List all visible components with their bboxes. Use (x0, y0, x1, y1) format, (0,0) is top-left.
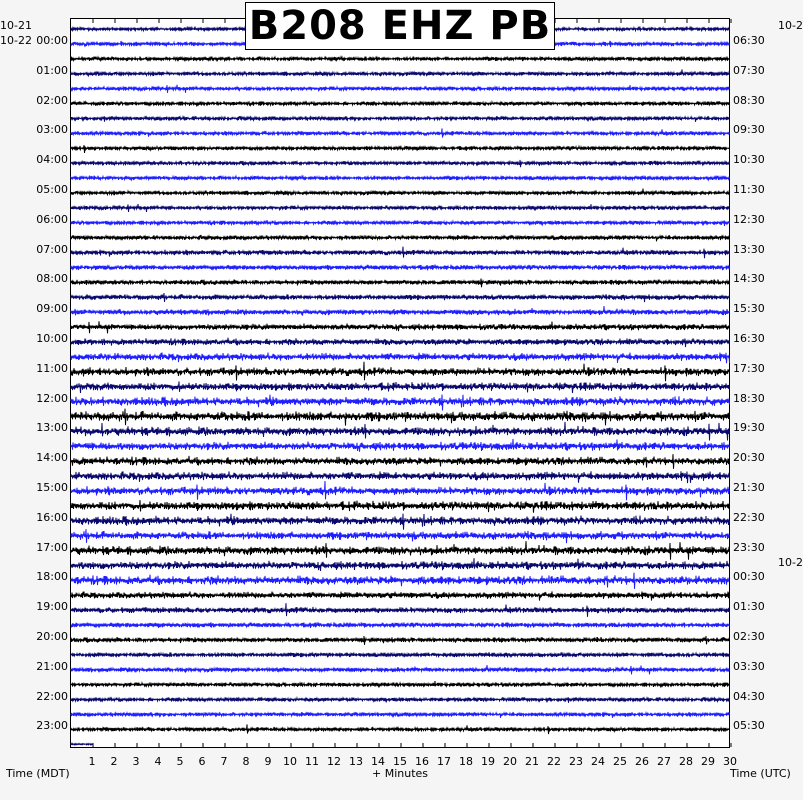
trace-line (71, 558, 730, 571)
trace-line (71, 665, 730, 674)
seismogram-plot (70, 18, 730, 748)
trace-line (71, 220, 730, 226)
left-hour-label: 15:00 (36, 481, 68, 494)
trace-line (71, 247, 730, 259)
trace-line (71, 69, 730, 76)
trace-line (71, 422, 730, 441)
right-hour-label: 14:30 (733, 272, 765, 286)
minute-tick: 26 (635, 755, 649, 768)
left-hour-label: 13:00 (36, 421, 68, 435)
minute-tick: 20 (503, 755, 517, 768)
trace-line (71, 603, 730, 617)
minute-tick: 28 (679, 755, 693, 768)
right-hour-label: 10:30 (733, 153, 765, 167)
left-hour-label: 14:00 (36, 451, 68, 465)
trace-line (71, 743, 94, 745)
left-hour-label: 00:00 (36, 34, 68, 47)
minute-tick: 11 (305, 755, 319, 768)
right-hour-label: 18:30 (733, 391, 765, 405)
right-hour-label: 02:30 (733, 630, 765, 643)
trace-line (71, 128, 730, 137)
trace-line (71, 235, 730, 241)
left-hour-label: 08:00 (36, 272, 68, 286)
left-hour-label: 02:00 (36, 93, 68, 107)
minute-tick: 16 (415, 755, 429, 768)
right-hour-label: 12:30 (733, 212, 765, 226)
minute-tick: 4 (154, 755, 162, 768)
trace-line (71, 176, 730, 181)
trace-line (71, 514, 730, 530)
left-hour-label: 16:00 (36, 510, 68, 524)
right-hour-label: 11:30 (733, 183, 765, 196)
minute-tick: 2 (110, 755, 118, 768)
trace-line (71, 500, 730, 513)
left-hour-label: 19:00 (36, 600, 68, 614)
trace-line (71, 85, 730, 93)
right-hour-label: 13:30 (733, 242, 765, 256)
trace-line (71, 362, 730, 381)
minute-tick: 22 (547, 755, 561, 768)
right-hour-label: 03:30 (733, 659, 765, 673)
left-hour-label: 12:00 (36, 391, 68, 405)
trace-line (71, 622, 730, 628)
trace-line (71, 712, 730, 718)
trace-line (71, 57, 730, 62)
trace-line (71, 116, 730, 122)
trace-line (71, 454, 730, 469)
right-hour-label: 19:30 (733, 421, 765, 435)
left-date-label: 10-22 (0, 34, 32, 47)
right-hour-label: 04:30 (733, 689, 765, 703)
trace-line (71, 409, 730, 426)
trace-line (71, 652, 730, 657)
trace-line (71, 353, 730, 364)
trace-line (71, 724, 730, 734)
trace-line (71, 591, 730, 600)
minute-tick: 5 (176, 755, 184, 768)
minute-tick: 21 (525, 755, 539, 768)
minute-tick: 19 (481, 755, 495, 768)
right-hour-label: 09:30 (733, 123, 765, 137)
right-hour-label: 17:30 (733, 361, 765, 375)
trace-line (71, 529, 730, 543)
right-hour-label: 15:30 (733, 302, 765, 316)
right-hour-label: 23:30 (733, 540, 765, 554)
minute-tick: 14 (371, 755, 385, 768)
left-hour-label: 03:00 (36, 123, 68, 137)
right-hour-label: 16:30 (733, 332, 765, 345)
minute-tick: 27 (657, 755, 671, 768)
minute-tick: 9 (264, 755, 272, 768)
trace-line (71, 279, 730, 288)
trace-line (71, 101, 730, 106)
right-hour-label: 08:30 (733, 93, 765, 107)
left-hour-label: 20:00 (36, 630, 68, 643)
right-hour-label: 20:30 (733, 451, 765, 465)
minute-tick: 30 (723, 755, 737, 768)
trace-line (71, 189, 730, 196)
right-hour-label: 00:30 (733, 570, 765, 584)
trace-line (71, 471, 730, 483)
minute-tick: 6 (198, 755, 206, 768)
minute-tick: 1 (88, 755, 96, 768)
minute-tick: 23 (569, 755, 583, 768)
minute-tick: 12 (327, 755, 341, 768)
minute-tick: 13 (349, 755, 363, 768)
minute-tick: 7 (220, 755, 228, 768)
minute-tick: 29 (701, 755, 715, 768)
right-hour-label: 05:30 (733, 719, 765, 733)
trace-line (71, 636, 730, 645)
left-hour-label: 23:00 (36, 719, 68, 733)
right-axis-name: Time (UTC) (730, 767, 791, 780)
x-axis-name: + Minutes (372, 767, 429, 780)
left-hour-label: 04:00 (36, 153, 68, 167)
seismogram-traces (71, 19, 729, 747)
trace-line (71, 204, 730, 212)
right-hour-label: 01:30 (733, 600, 765, 614)
trace-line (71, 395, 730, 411)
left-hour-label: 21:00 (36, 659, 68, 673)
right-date-label: 10-2 (778, 19, 803, 32)
trace-line (71, 381, 730, 393)
trace-line (71, 481, 730, 500)
trace-line (71, 338, 730, 347)
trace-line (71, 681, 730, 687)
left-hour-label: 10:00 (36, 332, 68, 345)
left-hour-label: 17:00 (36, 540, 68, 554)
left-hour-label: 05:00 (36, 183, 68, 196)
left-hour-label: 22:00 (36, 689, 68, 703)
station-title: B208 EHZ PB (245, 2, 555, 50)
minute-tick: 15 (393, 755, 407, 768)
trace-line (71, 573, 730, 589)
right-hour-label: 21:30 (733, 481, 765, 494)
left-hour-label: 07:00 (36, 242, 68, 256)
left-hour-label: 11:00 (36, 361, 68, 375)
right-hour-label: 07:30 (733, 63, 765, 77)
trace-line (71, 439, 730, 452)
trace-line (71, 306, 730, 316)
trace-line (71, 145, 730, 153)
minute-tick: 24 (591, 755, 605, 768)
left-axis-name: Time (MDT) (6, 767, 70, 780)
minute-tick: 17 (437, 755, 451, 768)
left-hour-label: 09:00 (36, 302, 68, 316)
left-hour-label: 18:00 (36, 570, 68, 584)
right-hour-label: 06:30 (733, 34, 765, 47)
left-hour-label: 01:00 (36, 63, 68, 77)
left-date-label: 10-21 (0, 19, 32, 32)
minute-tick: 10 (283, 755, 297, 768)
left-hour-label: 06:00 (36, 212, 68, 226)
trace-line (71, 697, 730, 703)
trace-line (71, 265, 730, 271)
right-date-label: 10-2 (778, 556, 803, 569)
trace-line (71, 160, 730, 167)
trace-line (71, 541, 730, 560)
right-hour-label: 22:30 (733, 510, 765, 524)
minute-tick: 18 (459, 755, 473, 768)
trace-line (71, 293, 730, 302)
minute-tick: 3 (132, 755, 140, 768)
trace-line (71, 321, 730, 333)
minute-tick: 25 (613, 755, 627, 768)
minute-tick: 8 (242, 755, 250, 768)
